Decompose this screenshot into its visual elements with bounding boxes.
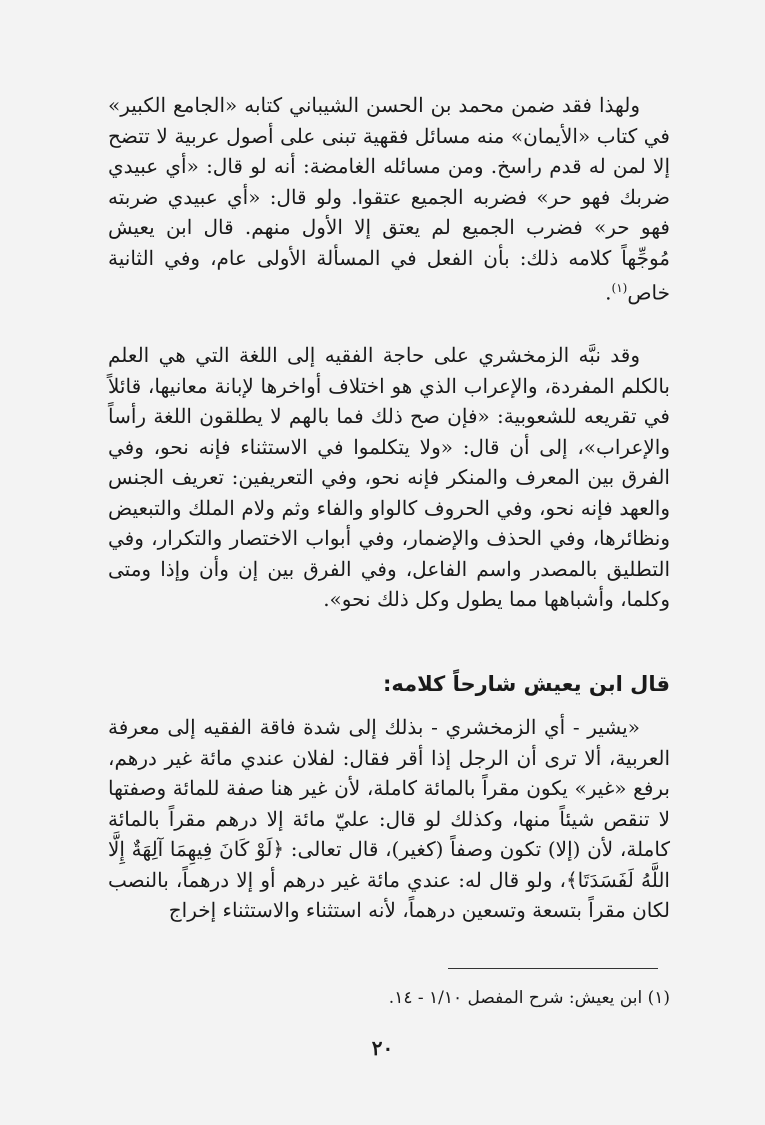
paragraph-2 — [108, 340, 670, 615]
paragraph-3-text: «يشير - أي الزمخشري - بذلك إلى شدة فاقة الفقيه إلى معرفة العربية، ألا ترى أن الرجل إذا أقر فقال: لفلان عندي مائة غير درهم، برفع «غير» يكون مقراً بالمائة كاملة، لأن غير هنا صفة للمائة وصفتها لا تنقص شيئاً منها، وكذلك لو قال: عليّ مائة إلا درهم مقراً بالمائة كاملة، لأن (إلا) تكون وصفاً (كغير)، قال تعالى: ﴿لَوْ كَانَ فِيهِمَا آلِهَةٌ إِلَّا اللَّهُ لَفَسَدَتَا﴾، ولو قال له: عندي مائة غير درهم أو إلا درهماً، بالنصب لكان مقراً بتسعة وتسعين درهماً، لأنه استثناء والاستثناء إخراج — [108, 715, 670, 922]
footnote-divider — [448, 968, 658, 969]
paragraph-3 — [108, 712, 670, 926]
page-number: ٢٠ — [371, 1036, 394, 1060]
paragraph-1-text: ولهذا فقد ضمن محمد بن الحسن الشيباني كتابه «الجامع الكبير» في كتاب «الأيمان» منه مسائل فقهية تبنى على أصول عربية لا تتضح إلا لمن له قدم راسخ. ومن مسائله الغامضة: أنه لو قال: «أي عبيدي ضربك فهو حر» فضربه الجميع عتقوا. ولو قال: «أي عبيدي ضربته فهو حر» فضرب الجميع لم يعتق إلا الأول منهم. قال ابن يعيش مُوجِّهاً كلامه ذلك: بأن الفعل في المسألة الأولى عام، وفي الثانية خاص — [108, 93, 670, 305]
paragraph-1: ولهذا فقد ضمن محمد بن الحسن الشيباني كتابه «الجامع الكبير» في كتاب «الأيمان» منه مسائل فقهية تبنى على أصول عربية لا تتضح إلا لمن له قدم راسخ. ومن مسائله الغامضة: أنه لو قال: «أي عبيدي ضربك فهو حر» فضربه الجميع عتقوا. ولو قال: «أي عبيدي ضربته فهو حر» فضرب الجميع لم يعتق إلا الأول منهم. قال ابن يعيش مُوجِّهاً كلامه ذلك: بأن الفعل في المسألة الأولى عام، وفي الثانية خاص$^{(١)}$. — [108, 93, 670, 305]
section-heading: قال ابن يعيش شارحاً كلامه: — [382, 672, 670, 696]
footnote: (١) ابن يعيش: شرح المفصل ١/١٠ - ١٤. — [388, 988, 670, 1008]
footnote-ref: (١) — [611, 281, 628, 295]
paragraph-2-text: وقد نبَّه الزمخشري على حاجة الفقيه إلى اللغة التي هي العلم بالكلم المفردة، والإعراب الذي هو اختلاف أواخرها لإبانة معانيها، قائلاً في تقريعه للشعوبية: «فإن صح ذلك فما بالهم لا يطلقون اللغة رأساً والإعراب»، إلى أن قال: «ولا يتكلموا في الاستثناء فإنه نحو، وفي الفرق بين المعرف والمنكر فإنه نحو، وفي التعريفين: تعريف الجنس والعهد فإنه نحو، وفي الحروف كالواو والفاء وثم ولام الملك والتبعيض ونظائرها، وفي الحذف والإضمار، وفي أبواب الاختصار والتكرار، وفي التطليق بالمصدر واسم الفاعل، وفي الفرق بين إن وأن وإذا ومتى وكلما، وأشباهها مما يطول وكل ذلك نحو». — [108, 343, 670, 611]
